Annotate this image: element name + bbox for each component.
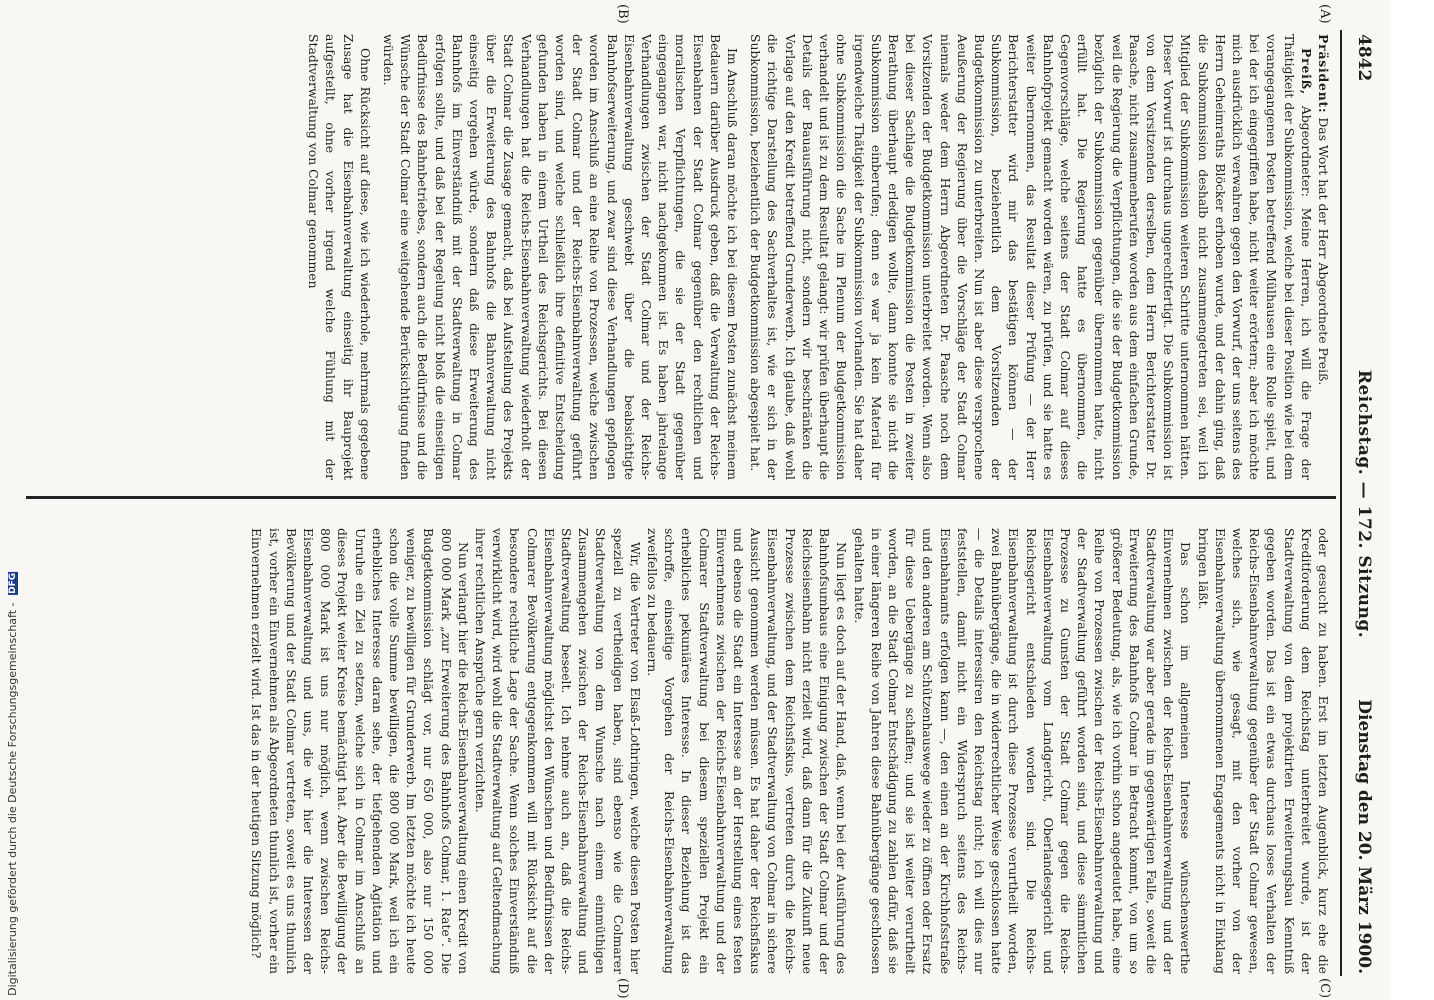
paragraph: Das schon im allgemeinen Interesse wünschenswerthe Einvernehmen zwischen der Reichs-Eisenbahnverwaltung und der Stadtverwaltung war aber gerade im gegenwärtigen Falle, soweit die Erweiterung des Bahnhofs Colmar in Betracht kommt, von um so größerer Bedeutung, als, wie ich vorhin schon angedeutet habe, eine Reihe von Prozessen zwischen der Reichs-Eisenbahnverwaltung und der Stadtverwaltung geführt worden sind, und diese sämmtlichen Prozesse zu Gunsten der Stadt Colmar gegen die Reichs-Eisenbahnverwaltung vom Landgericht, Oberlandesgericht und Reichsgericht entschieden worden sind. Die Reichs-Eisenbahnverwaltung ist durch diese Prozesse verurtheilt worden, zwei Bahnübergänge, die in widerrechtlicher Weise geschlossen hatte — die Details interessiren den Reichstag nicht; ich will dies nur feststellen, damit nicht ein Widerspruch seitens des Reichs-Eisenbahnamts erfolgen kann —, den einen an der Kirchhofsstraße und den anderen am Schützenhauswege wieder zu öffnen oder Ersatz für diese Uebergänge zu schaffen; und sie ist weiter verurtheilt worden, an die Stadt Colmar Entschädigung zu zahlen dafür, daß sie in einer längeren Reihe von Jahren diese Bahnübergänge geschlossen gehalten hatte.: [851, 528, 1194, 974]
speaker-name: Präsident:: [1316, 34, 1331, 114]
right-column: [32, 528, 1332, 974]
margin-marker-a: (A): [1317, 4, 1332, 24]
session-date: Dienstag den 20. März 1900.: [1354, 699, 1374, 974]
paragraph: oder gesucht zu haben. Erst im letzten Augenblick, kurz ehe die Kreditforderung dem Reichstag unterbreitet wurde, ist der Stadtverwaltung von dem projektirten Erweiterungsbau Kenntniß gegeben worden. Das ist ein etwas durchaus loses Verhalten der Reichs-Eisenbahnverwaltung gegenüber der Stadt Colmar gewesen, welches sich, wie gesagt, mit den vorher von der Eisenbahnverwaltung übernommenen Engagements nicht in Einklang bringen läßt.: [1195, 528, 1331, 974]
speaker-name: Preiß,: [1298, 48, 1314, 95]
margin-marker-c: (C): [1317, 978, 1332, 999]
page-number: 4842: [1354, 34, 1374, 82]
dfg-logo: DFG: [8, 573, 18, 595]
session-title: Reichstag. — 172. Sitzung.: [1354, 369, 1374, 639]
paragraph: Nun verlangt hier die Reichs-Eisenbahnverwaltung einen Kredit von 800 000 Mark „zur Erweiterung des Bahnhofs Colmar, 1. Rate“. Die Budgetkommission schlägt vor, nur 650 000, also nur 150 000 weniger, zu bewilligen für Grunderwerb. Im letzten möchte ich heute schon die volle Summe bewilligen, die 800 000 Mark, weil ich ein erhebliches Interesse daran sehe, der tiefgehenden Agitation und Unruhe ein Ziel zu setzen, welche sich in Colmar im Anschluß an dieses Projekt weiter Kreise bemächtigt hat. Aber die Bewilligung der 800 000 Mark ist uns nur möglich, wenn zwischen Reichs-Eisenbahnverwaltung und uns, die wir hier die Interessen der Bevölkerung und der Stadt Colmar vertreten, soweit es uns thunlich ist, vorher ein Einvernehmen als Abgeordneten thunlich ist, vorher ein Einvernehmen erzielt wird. Ist das in der heutigen Sitzung möglich?: [249, 528, 471, 974]
funding-note: Digitalisierung gefördert durch die Deutsche Forschungsgemeinschaft -: [6, 602, 19, 996]
paragraph: [1315, 34, 1332, 480]
running-header: [1338, 34, 1380, 974]
header-rule: [1340, 30, 1342, 976]
paragraph: [747, 34, 1315, 480]
paragraph: Ohne Rücksicht auf diese, wie ich wiederhole, mehrmals gegebene Zusage hat die Eisenbahnverwaltung einseitig ihr Bauprojekt aufgestellt, ohne vorher irgend welche Fühlung mit der Stadtverwaltung von Colmar genommen: [306, 34, 373, 480]
paragraph: Im Anschluß daran möchte ich bei diesem Posten zunächst meinem Bedauern darüber Ausdruck geben, daß die Verwaltung der Reichs-Eisenbahnen der Stadt Colmar gegenüber den rechtlichen und moralischen Verpflichtungen, die sie der Stadt gegenüber eingegangen war, nicht nachgekommen ist. Es haben jahrelange Verhandlungen zwischen der Stadt Colmar und der Reichs-Eisenbahnverwaltung geschwebt über die beabsichtigte Bahnhofserweiterung, und zwar sind diese Verhandlungen gepflogen worden im Anschluß an eine Reihe von Prozessen, welche zwischen der Stadt Colmar und der Reichs-Eisenbahnverwaltung geführt worden sind, und welche schließlich ihre definitive Entscheidung gefunden haben in einem Urtheil des Reichsgerichts. Bei diesen Verhandlungen hat die Reichs-Eisenbahnverwaltung wiederholt der Stadt Colmar die Zusage gemacht, daß bei Aufstellung des Projekts über die Erweiterung des Bahnhofs die Bahnverwaltung nicht einseitig vorgehen würde, sondern daß diese Erweiterung des Bahnhofs im Einverständniß mit der Stadtverwaltung in Colmar erfolgen sollte, und daß bei der Regelung nicht bloß die einseitigen Bedürfnisse des Bahnbetriebes, sondern auch die Bedürfnisse und die Wünsche der Stadt Colmar eine weitgehende Berücksichtigung finden würden.: [381, 34, 741, 480]
left-column: [32, 34, 1332, 480]
paragraph: Nun liegt es doch auf der Hand, daß, wenn bei der Ausführung des Bahnhofsumbaus eine Einigung zwischen der Stadt Colmar und der Reichseisenbahn nicht erzielt wird, daß dann für die Zukunft neue Prozesse zwischen dem Reichsfiskus, vertreten durch die Reichs-Eisenbahnverwaltung, und der Stadtverwaltung von Colmar in sichere Aussicht genommen werden müssen. Es hat daher der Reichsfiskus und ebenso die Stadt ein Interesse an der Herstellung eines festen Einvernehmens zwischen der Reichs-Eisenbahnverwaltung und der Colmarer Stadtverwaltung bei diesem speziellen Projekt ein erhebliches pekuniäres Interesse. In dieser Beziehung ist das schroffe, einseitige Vorgehen der Reichs-Eisenbahnverwaltung zweifellos zu bedauern.: [645, 528, 850, 974]
speech-text: Das Wort hat der Herr Abgeordnete Preiß.: [1316, 117, 1331, 386]
margin-marker-b: (B): [615, 4, 630, 24]
footer-credit: [2, 0, 24, 1000]
column-divider: [26, 496, 1336, 499]
speech-text: Abgeordneter: Meine Herren, ich will die Frage der Thätigkeit der Subkommission, welche bei dieser Position wie bei dem vorangegangenen Posten betreffend Mülhausen eine Rolle spielt, und bei der ich eingegriffen habe, nicht weiter erörtern; aber ich möchte mich ausdrücklich verwahren gegen den Vorwurf, der uns seitens des Herrn Geheimraths Blöcker erhoben wurde, und der dahin ging, daß die Subkommission deshalb nicht zusammengetreten sei, weil ich Mitglied der Subkommission weiteren Schritte unternommen hätten. Dieser Vorwurf ist durchaus ungerechtfertigt. Die Subkommission ist von dem Vorsitzenden derselben, dem Herrn Berichterstatter Dr. Paasche, nicht zusammenberufen worden aus dem einfachen Grunde, weil die Regierung die Verpflichtungen, die sie der Budgetkommission bezüglich der Subkommission gegenüber übernommen hatte, nicht erfüllt hat. Die Regierung hatte es übernommen, die Gegenvorschläge, welche seitens der Stadt Colmar auf dieses Bahnhofprojekt gemacht worden wären, zu prüfen, und sie hatte es weiter übernommen, das Resultat dieser Prüfung — der Herr Berichterstatter wird mir das bestätigen können — der Subkommission, beziehentlich dem Vorsitzenden der Budgetkommission zu unterbreiten. Nun ist aber diese versprochene Aeußerung der Regierung über die Vorschläge der Stadt Colmar niemals weder dem Herrn Abgeordneten Dr. Paasche noch dem Vorsitzenden der Budgetkommission unterbreitet worden. Wenn also bei dieser Sachlage die Budgetkommission die Posten in zweiter Berathung überhaupt erledigen wollte, dann konnte sie nicht die Subkommission einberufen; denn es war ja kein Material für irgendwelche Thätigkeit der Subkommission vorhanden. Sie hat daher ohne Subkommission die Sache im Plenum der Budgetkommission verhandelt und ist zu dem Resultat gelangt: wir prüfen überhaupt die Details der Bauausführung nicht, sondern wir beschränken die Vorlage auf den Kredit betreffend Grunderwerb. Ich glaube, daß wohl die richtige Darstellung des Sachverhaltes ist, wie er sich in der Subkommission, beziehentlich der Budgetkommission abgespielt hat.: [748, 34, 1314, 480]
margin-marker-d: (D): [615, 978, 630, 999]
paragraph: Wir, die Vertreter von Elsaß-Lothringen, welche diesen Posten hier speziell zu vertheidigen haben, sind ebenso wie die Colmarer Stadtverwaltung von dem Wunsche nach einem einmüthigen Zusammengehen zwischen der Reichs-Eisenbahnverwaltung und Stadtverwaltung beseelt. Ich nehme auch an, daß die Reichs-Eisenbahnverwaltung möglichst den Wünschen und Bedürfnissen der Colmarer Bevölkerung entgegenkommen will mit Rücksicht auf die besondere rechtliche Lage der Sache. Wenn solches Einverständniß verwirklicht wird, wird wohl die Stadtverwaltung auf Geltendmachung ihrer rechtlichen Ansprüche gern verzichten.: [473, 528, 643, 974]
